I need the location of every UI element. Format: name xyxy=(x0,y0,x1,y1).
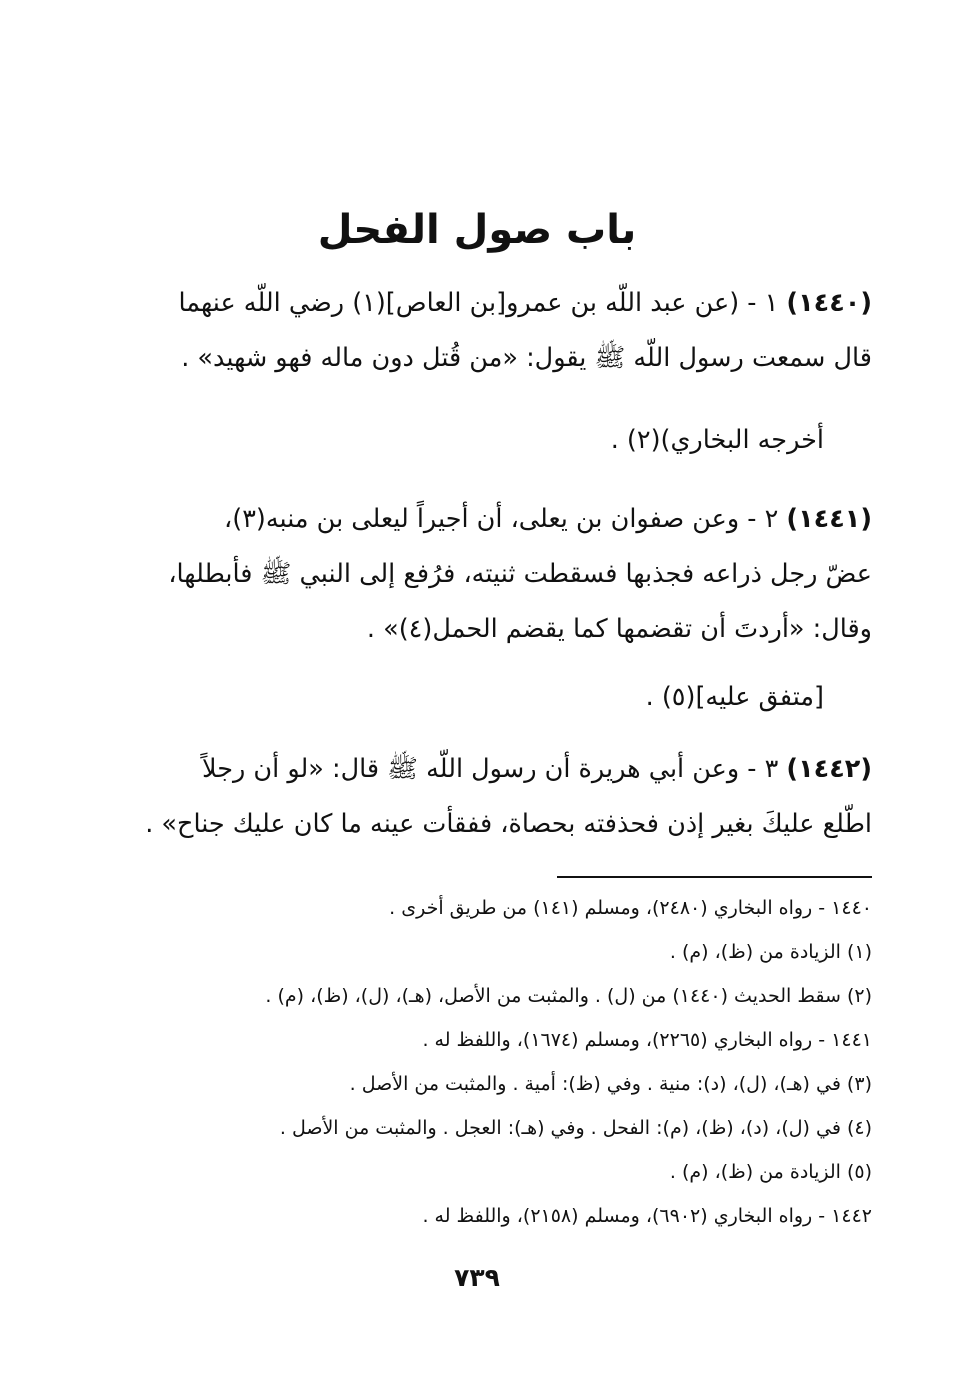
hadith-1440-source: أخرجه البخاري)(٢) . xyxy=(610,425,824,455)
chapter-title: باب صول الفحل xyxy=(317,207,637,253)
footnote-separator xyxy=(557,876,872,878)
hadith-line: (١٤٤٠) ١ - (عن عبد اللّه بن عمرو[بن العاص](١) رضي اللّه عنهما xyxy=(178,288,872,318)
hadith-number: (١٤٤١) xyxy=(786,504,872,534)
hadith-line: اطّلع عليكَ بغير إذن فحذفته بحصاة، ففقأت عينه ما كان عليك جناح» . xyxy=(145,809,872,839)
footnote-line: (١) الزيادة من (ظ)، (م) . xyxy=(669,941,872,963)
footnote-line: (٥) الزيادة من (ظ)، (م) . xyxy=(669,1161,872,1183)
hadith-1440 xyxy=(80,276,872,386)
hadith-1441 xyxy=(80,492,872,657)
footnote-line: (٣) في (هـ)، (ل)، (د): منية . وفي (ظ): أمية . والمثبت من الأصل . xyxy=(349,1073,872,1095)
hadith-line: وقال: «أردتَ أن تقضمها كما يقضم الحمل(٤)» . xyxy=(366,614,872,644)
hadith-line: (١٤٤٢) ٣ - وعن أبي هريرة أن رسول اللّه ﷺ قال: «لو أن رجلاً xyxy=(202,754,872,784)
hadith-1442 xyxy=(80,742,872,852)
hadith-line: قال سمعت رسول اللّه ﷺ يقول: «من قُتل دون ماله فهو شهيد» . xyxy=(181,343,872,373)
footnote-line: ١٤٤٠ - رواه البخاري (٢٤٨٠)، ومسلم (١٤١) من طريق أخرى . xyxy=(389,897,872,919)
hadith-1441-source: [متفق عليه](٥) . xyxy=(645,682,824,712)
page-number: ٧٣٩ xyxy=(454,1263,500,1292)
hadith-number: (١٤٤٠) xyxy=(786,288,872,318)
hadith-line: عضّ رجل ذراعه فجذبها فسقطت ثنيته، فرُفع إلى النبي ﷺ فأبطلها، xyxy=(168,559,872,589)
footnote-line: ١٤٤١ - رواه البخاري (٢٢٦٥)، ومسلم (١٦٧٤)، واللفظ له . xyxy=(422,1029,872,1051)
footnote-line: (٢) سقط الحديث (١٤٤٠) من (ل) . والمثبت من الأصل، (هـ)، (ل)، (ظ)، (م) . xyxy=(265,985,872,1007)
hadith-line: (١٤٤١) ٢ - وعن صفوان بن يعلى، أن أجيراً ليعلى بن منبه(٣)، xyxy=(224,504,872,534)
footnote-line: ١٤٤٢ - رواه البخاري (٦٩٠٢)، ومسلم (٢١٥٨)، واللفظ له . xyxy=(422,1205,872,1227)
hadith-number: (١٤٤٢) xyxy=(786,754,872,784)
footnote-line: (٤) في (ل)، (د)، (ظ)، (م): الفحل . وفي (هـ): العجل . والمثبت من الأصل . xyxy=(279,1117,872,1139)
